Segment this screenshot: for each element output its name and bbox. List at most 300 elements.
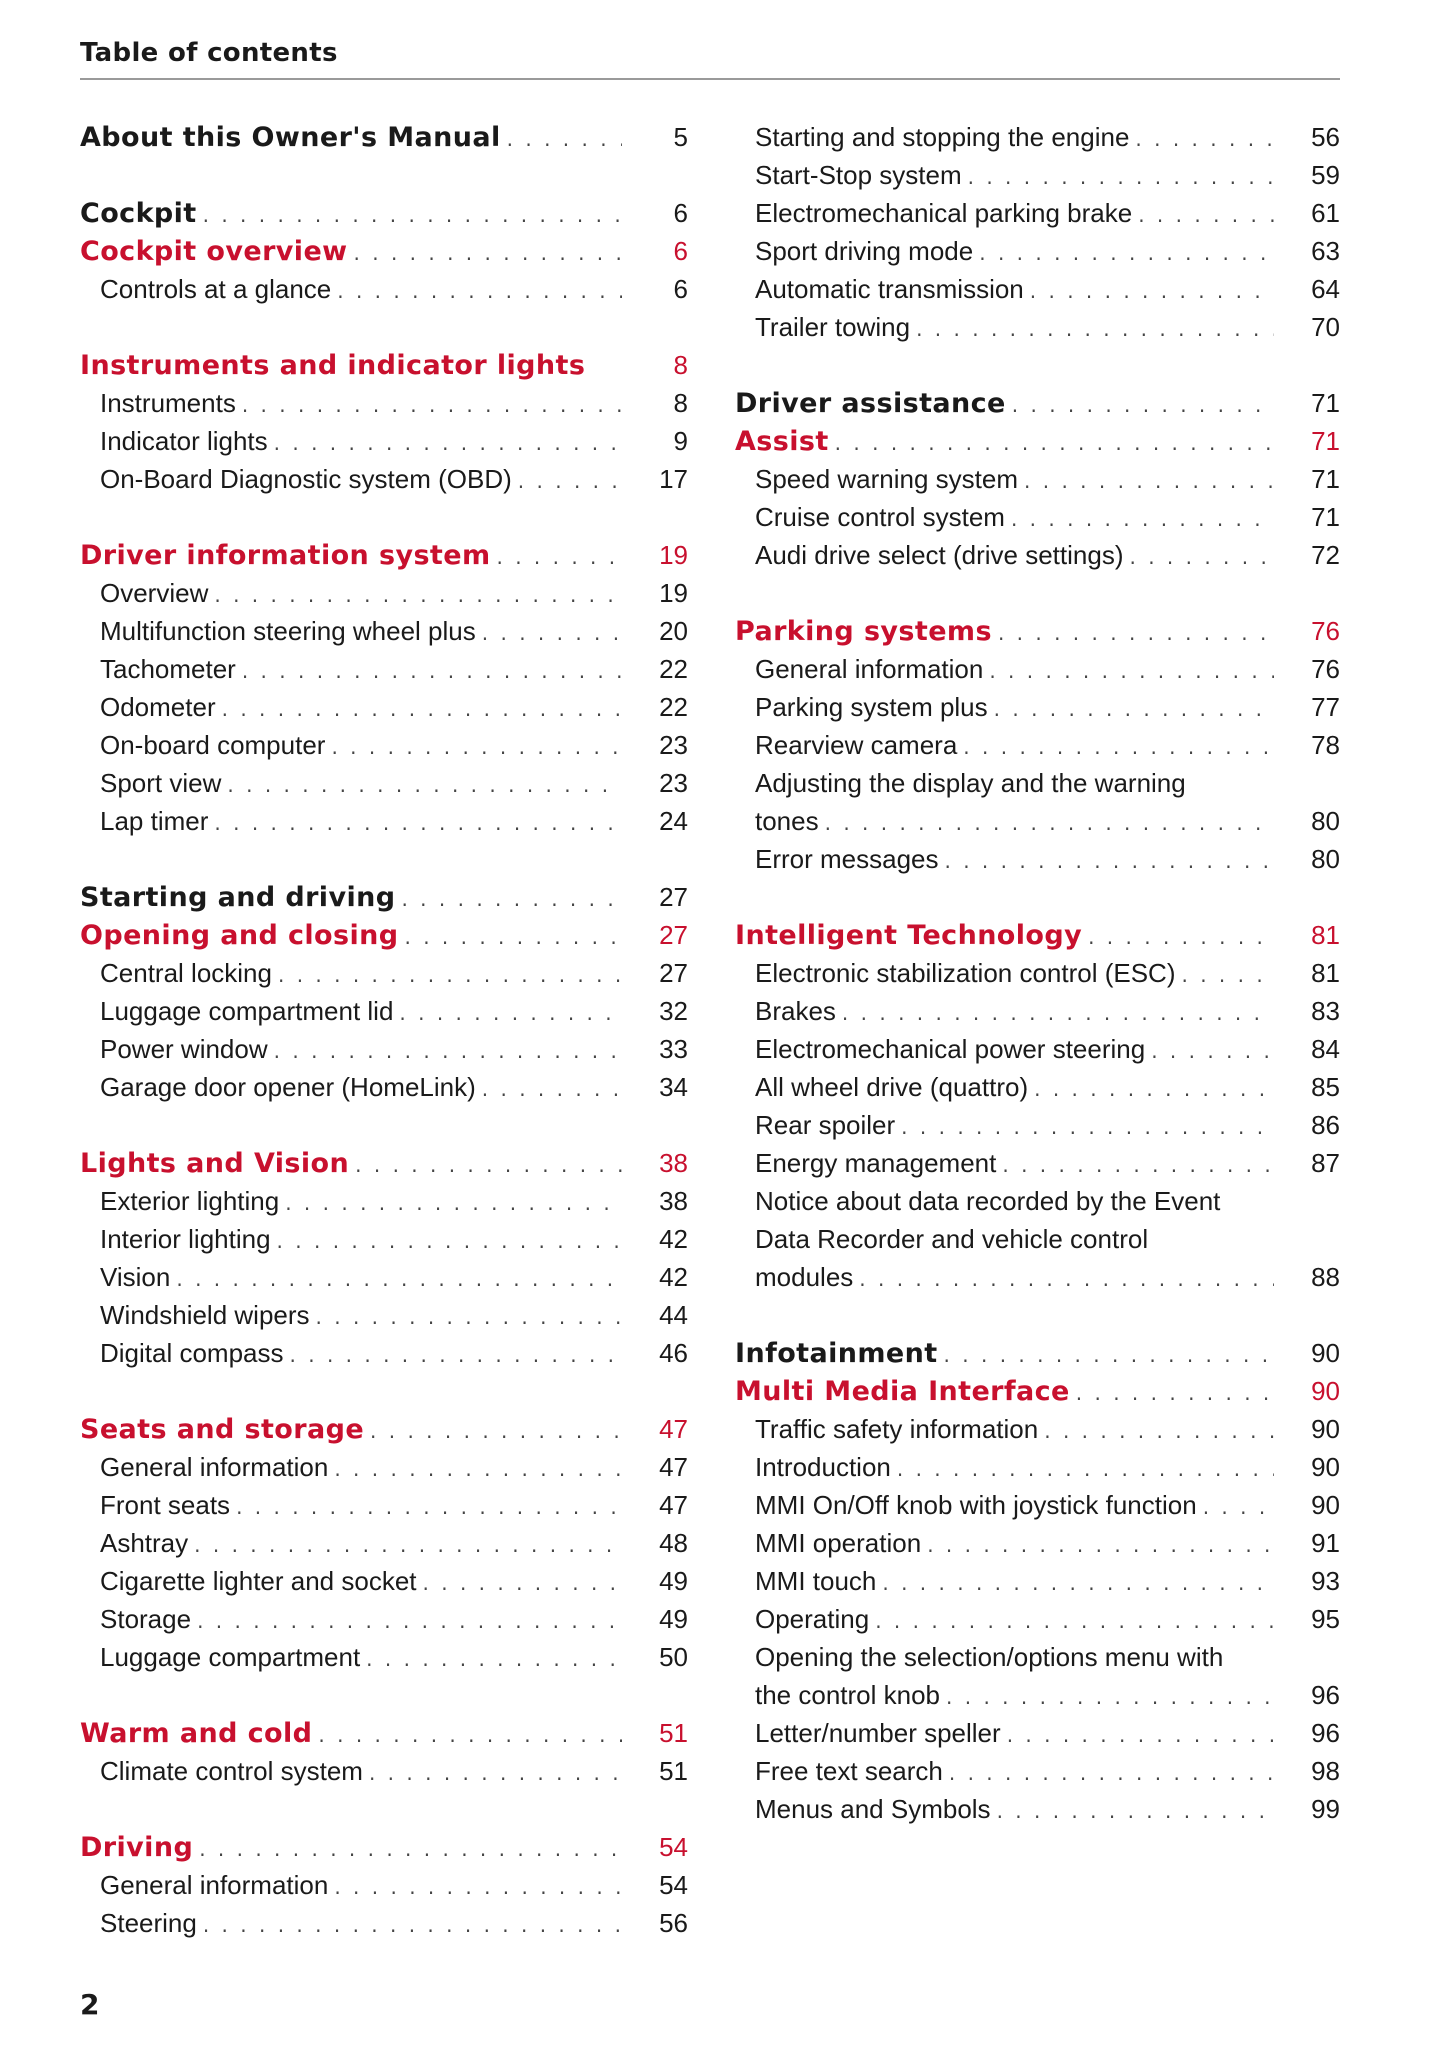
toc-page-number: 50 xyxy=(659,1642,688,1672)
dot-leader xyxy=(1011,500,1274,538)
toc-entry-title: All wheel drive (quattro) xyxy=(755,1072,1029,1102)
toc-page-number: 6 xyxy=(673,198,688,228)
toc-page-number: 56 xyxy=(1311,122,1340,152)
toc-entry-title: Automatic transmission xyxy=(755,274,1024,304)
toc-page-number: 42 xyxy=(659,1224,688,1254)
section-gap xyxy=(735,1296,1340,1334)
toc-topic-entry[interactable] xyxy=(80,1486,688,1524)
toc-topic-entry[interactable] xyxy=(735,308,1340,346)
dot-leader xyxy=(366,1640,622,1678)
toc-section-entry[interactable] xyxy=(735,916,1340,954)
toc-page-number: 46 xyxy=(659,1338,688,1368)
section-gap xyxy=(80,1372,688,1410)
toc-topic-entry[interactable] xyxy=(735,650,1340,688)
dot-leader xyxy=(507,120,622,158)
toc-entry-title: Indicator lights xyxy=(100,426,268,456)
toc-topic-entry[interactable] xyxy=(80,650,688,688)
toc-entry-title: the control knob xyxy=(755,1680,941,1710)
dot-leader xyxy=(354,234,622,272)
toc-topic-entry[interactable] xyxy=(735,1448,1340,1486)
toc-page-number: 51 xyxy=(659,1718,688,1748)
toc-entry-title: Data Recorder and vehicle control xyxy=(755,1224,1149,1254)
dot-leader xyxy=(203,196,622,234)
toc-topic-entry[interactable] xyxy=(735,536,1340,574)
dot-leader xyxy=(944,1336,1274,1374)
toc-page-number: 90 xyxy=(1311,1414,1340,1444)
toc-entry-title: Windshield wipers xyxy=(100,1300,310,1330)
toc-entry-title: Driver assistance xyxy=(735,388,1006,419)
toc-page-number: 19 xyxy=(659,540,688,570)
toc-section-entry[interactable] xyxy=(80,1144,688,1182)
toc-topic-entry[interactable] xyxy=(80,726,688,764)
toc-topic-entry[interactable] xyxy=(80,992,688,1030)
toc-page-number: 47 xyxy=(659,1490,688,1520)
toc-section-entry[interactable] xyxy=(735,612,1340,650)
toc-entry-title: Seats and storage xyxy=(80,1414,365,1445)
toc-entry-title: Driver information system xyxy=(80,540,491,571)
toc-entry-title: Electromechanical parking brake xyxy=(755,198,1133,228)
toc-entry-title: tones xyxy=(755,806,819,836)
toc-topic-entry[interactable] xyxy=(735,954,1340,992)
toc-section-entry[interactable] xyxy=(735,1372,1340,1410)
toc-entry-title: Rearview camera xyxy=(755,730,958,760)
toc-page-number: 76 xyxy=(1311,654,1340,684)
toc-chapter-entry[interactable] xyxy=(735,1334,1340,1372)
toc-page-number: 23 xyxy=(659,768,688,798)
toc-entry-title: Multifunction steering wheel plus xyxy=(100,616,476,646)
dot-leader xyxy=(1182,956,1275,994)
dot-leader xyxy=(1007,1716,1274,1754)
toc-topic-entry[interactable] xyxy=(735,992,1340,1030)
toc-page-number: 6 xyxy=(673,274,688,304)
section-gap xyxy=(80,156,688,194)
toc-topic-entry[interactable] xyxy=(80,1030,688,1068)
toc-page-number: 77 xyxy=(1311,692,1340,722)
dot-leader xyxy=(1024,462,1274,500)
toc-page-number: 49 xyxy=(659,1604,688,1634)
toc-topic-entry[interactable] xyxy=(735,1106,1340,1144)
toc-page-number: 19 xyxy=(659,578,688,608)
toc-entry-title: Free text search xyxy=(755,1756,943,1786)
toc-entry-title: Controls at a glance xyxy=(100,274,332,304)
toc-page-number: 76 xyxy=(1311,616,1340,646)
toc-topic-entry[interactable] xyxy=(80,764,688,802)
toc-entry-title: Instruments and indicator lights xyxy=(80,350,586,381)
toc-topic-entry[interactable] xyxy=(80,1600,688,1638)
toc-topic-entry[interactable] xyxy=(735,1068,1340,1106)
toc-entry-title: Cockpit overview xyxy=(80,236,348,267)
toc-topic-entry[interactable] xyxy=(80,1752,688,1790)
toc-topic-entry[interactable] xyxy=(80,270,688,308)
toc-entry-title: Ashtray xyxy=(100,1528,189,1558)
toc-entry-title: Infotainment xyxy=(735,1338,938,1369)
toc-topic-entry[interactable] xyxy=(735,270,1340,308)
toc-topic-entry[interactable] xyxy=(735,1144,1340,1182)
dot-leader xyxy=(518,462,622,500)
section-gap xyxy=(80,840,688,878)
dot-leader xyxy=(176,1260,622,1298)
toc-topic-entry[interactable] xyxy=(735,460,1340,498)
toc-entry-title: General information xyxy=(100,1452,329,1482)
toc-section-entry[interactable] xyxy=(80,346,688,384)
dot-leader xyxy=(994,690,1274,728)
dot-leader xyxy=(482,1070,622,1108)
toc-topic-entry[interactable] xyxy=(80,1258,688,1296)
page-header: Table of contents xyxy=(80,38,1340,80)
toc-page-number: 51 xyxy=(659,1756,688,1786)
dot-leader xyxy=(875,1602,1274,1640)
toc-page-number: 72 xyxy=(1311,540,1340,570)
toc-entry-title: Luggage compartment xyxy=(100,1642,361,1672)
dot-leader xyxy=(1044,1412,1274,1450)
dot-leader xyxy=(927,1526,1274,1564)
dot-leader xyxy=(989,652,1274,690)
toc-page-number: 38 xyxy=(659,1186,688,1216)
toc-entry-title: Operating xyxy=(755,1604,870,1634)
toc-page-number: 80 xyxy=(1311,844,1340,874)
toc-page-number: 63 xyxy=(1311,236,1340,266)
toc-topic-entry[interactable] xyxy=(80,1068,688,1106)
dot-leader xyxy=(901,1108,1274,1146)
section-gap xyxy=(80,1790,688,1828)
toc-entry-title: Energy management xyxy=(755,1148,997,1178)
dot-leader xyxy=(285,1184,622,1222)
toc-page-number: 71 xyxy=(1311,426,1340,456)
toc-column-left xyxy=(80,118,688,1942)
toc-entry-title: Opening the selection/options menu with xyxy=(755,1642,1224,1672)
toc-chapter-entry[interactable] xyxy=(80,118,688,156)
dot-leader xyxy=(404,918,622,956)
dot-leader xyxy=(331,728,622,766)
dot-leader xyxy=(214,804,622,842)
dot-leader xyxy=(916,310,1274,348)
dot-leader xyxy=(236,1488,622,1526)
toc-entry-title: Sport driving mode xyxy=(755,236,974,266)
toc-entry-title: Garage door opener (HomeLink) xyxy=(100,1072,476,1102)
dot-leader xyxy=(199,1830,622,1868)
toc-topic-entry[interactable] xyxy=(80,1638,688,1676)
toc-topic-entry[interactable] xyxy=(80,1182,688,1220)
toc-entry-title: Starting and stopping the engine xyxy=(755,122,1130,152)
toc-topic-entry[interactable] xyxy=(80,1448,688,1486)
toc-page-number: 64 xyxy=(1311,274,1340,304)
toc-topic-entry[interactable] xyxy=(80,1334,688,1372)
toc-page-number: 93 xyxy=(1311,1566,1340,1596)
toc-entry-title: On-board computer xyxy=(100,730,326,760)
toc-topic-entry[interactable] xyxy=(735,156,1340,194)
dot-leader xyxy=(242,652,622,690)
toc-page-number: 90 xyxy=(1311,1452,1340,1482)
toc-section-entry[interactable] xyxy=(735,422,1340,460)
toc-entry-title: MMI On/Off knob with joystick function xyxy=(755,1490,1197,1520)
dot-leader xyxy=(277,1222,622,1260)
toc-page-number: 33 xyxy=(659,1034,688,1064)
dot-leader xyxy=(949,1754,1274,1792)
dot-leader xyxy=(1135,120,1274,158)
dot-leader xyxy=(227,766,622,804)
toc-entry-title: Warm and cold xyxy=(80,1718,313,1749)
toc-topic-entry[interactable] xyxy=(735,726,1340,764)
dot-leader xyxy=(290,1336,622,1374)
toc-topic-entry[interactable] xyxy=(735,1486,1340,1524)
toc-page-number: 88 xyxy=(1311,1262,1340,1292)
toc-page-number: 98 xyxy=(1311,1756,1340,1786)
dot-leader xyxy=(318,1716,622,1754)
toc-entry-title: Multi Media Interface xyxy=(735,1376,1070,1407)
toc-entry-title: On-Board Diagnostic system (OBD) xyxy=(100,464,512,494)
toc-entry-title: Central locking xyxy=(100,958,272,988)
dot-leader xyxy=(859,1260,1274,1298)
toc-entry-title: Interior lighting xyxy=(100,1224,271,1254)
toc-topic-entry[interactable] xyxy=(735,1714,1340,1752)
toc-entry-title: General information xyxy=(100,1870,329,1900)
toc-entry-title: Electromechanical power steering xyxy=(755,1034,1146,1064)
section-gap xyxy=(80,1106,688,1144)
toc-entry-title: Instruments xyxy=(100,388,236,418)
toc-page-number: 22 xyxy=(659,692,688,722)
dot-leader xyxy=(401,880,622,918)
dot-leader xyxy=(968,158,1274,196)
toc-page-number: 87 xyxy=(1311,1148,1340,1178)
dot-leader xyxy=(222,690,622,728)
section-gap xyxy=(735,574,1340,612)
toc-entry-title: Letter/number speller xyxy=(755,1718,1001,1748)
toc-topic-entry[interactable] xyxy=(735,802,1340,840)
toc-chapter-entry[interactable] xyxy=(80,194,688,232)
toc-topic-entry[interactable] xyxy=(735,1030,1340,1068)
toc-entry-title: Digital compass xyxy=(100,1338,284,1368)
toc-page-number: 27 xyxy=(659,920,688,950)
dot-leader xyxy=(997,1792,1274,1830)
section-gap xyxy=(80,308,688,346)
toc-entry-title: Parking systems xyxy=(735,616,992,647)
toc-topic-entry[interactable] xyxy=(735,1676,1340,1714)
toc-topic-entry[interactable] xyxy=(735,194,1340,232)
toc-page-number: 86 xyxy=(1311,1110,1340,1140)
dot-leader xyxy=(1151,1032,1274,1070)
toc-page-number: 90 xyxy=(1311,1338,1340,1368)
section-gap xyxy=(80,498,688,536)
toc-topic-entry[interactable] xyxy=(735,498,1340,536)
toc-topic-entry[interactable] xyxy=(80,384,688,422)
dot-leader xyxy=(355,1146,622,1184)
toc-entry-title: Starting and driving xyxy=(80,882,396,913)
toc-page-number: 22 xyxy=(659,654,688,684)
toc-entry-title: MMI touch xyxy=(755,1566,877,1596)
toc-page-number: 54 xyxy=(659,1870,688,1900)
dot-leader xyxy=(1088,918,1274,956)
toc-topic-entry[interactable] xyxy=(80,954,688,992)
toc-page-number: 32 xyxy=(659,996,688,1026)
toc-page-number: 99 xyxy=(1311,1794,1340,1824)
toc-entry-title: Exterior lighting xyxy=(100,1186,280,1216)
dot-leader xyxy=(979,234,1274,272)
toc-column-right xyxy=(735,118,1340,1828)
toc-page-number: 17 xyxy=(659,464,688,494)
toc-page-number: 42 xyxy=(659,1262,688,1292)
dot-leader xyxy=(399,994,622,1032)
toc-entry-title: Front seats xyxy=(100,1490,231,1520)
toc-entry-title: Assist xyxy=(735,426,829,457)
toc-page-number: 71 xyxy=(1311,388,1340,418)
toc-entry-title: Steering xyxy=(100,1908,197,1938)
toc-page-number: 70 xyxy=(1311,312,1340,342)
dot-leader xyxy=(203,1906,622,1944)
toc-entry-title: About this Owner's Manual xyxy=(80,122,501,153)
dot-leader xyxy=(842,994,1274,1032)
toc-chapter-entry[interactable] xyxy=(80,878,688,916)
toc-page-number: 47 xyxy=(659,1414,688,1444)
toc-topic-entry[interactable] xyxy=(80,1524,688,1562)
dot-leader xyxy=(337,272,622,310)
toc-section-entry[interactable] xyxy=(80,1714,688,1752)
dot-leader xyxy=(835,424,1274,462)
toc-entry-title: Trailer towing xyxy=(755,312,911,342)
toc-page-number: 91 xyxy=(1311,1528,1340,1558)
toc-page-number: 44 xyxy=(659,1300,688,1330)
dot-leader xyxy=(242,386,622,424)
toc-topic-entry[interactable] xyxy=(735,1600,1340,1638)
dot-leader xyxy=(197,1602,622,1640)
toc-topic-entry[interactable] xyxy=(80,1296,688,1334)
toc-topic-entry[interactable] xyxy=(735,1562,1340,1600)
toc-page-number: 85 xyxy=(1311,1072,1340,1102)
toc-page-number: 59 xyxy=(1311,160,1340,190)
toc-page-number: 48 xyxy=(659,1528,688,1558)
toc-topic-entry[interactable] xyxy=(735,1638,1340,1676)
toc-entry-title: Cruise control system xyxy=(755,502,1005,532)
toc-topic-entry[interactable] xyxy=(735,232,1340,270)
dot-leader xyxy=(370,1412,622,1450)
toc-entry-title: Tachometer xyxy=(100,654,236,684)
toc-entry-title: Cockpit xyxy=(80,198,197,229)
toc-topic-entry[interactable] xyxy=(80,460,688,498)
toc-topic-entry[interactable] xyxy=(735,118,1340,156)
toc-topic-entry[interactable] xyxy=(735,1790,1340,1828)
toc-topic-entry[interactable] xyxy=(735,1258,1340,1296)
toc-chapter-entry[interactable] xyxy=(735,384,1340,422)
dot-leader xyxy=(334,1450,622,1488)
dot-leader xyxy=(1012,386,1274,424)
dot-leader xyxy=(482,614,622,652)
toc-page-number: 54 xyxy=(659,1832,688,1862)
toc-topic-entry[interactable] xyxy=(735,840,1340,878)
toc-topic-entry[interactable] xyxy=(80,1220,688,1258)
toc-section-entry[interactable] xyxy=(80,1410,688,1448)
toc-topic-entry[interactable] xyxy=(80,612,688,650)
toc-entry-title: modules xyxy=(755,1262,854,1292)
toc-entry-title: Error messages xyxy=(755,844,939,874)
toc-topic-entry[interactable] xyxy=(80,1866,688,1904)
toc-page-number: 8 xyxy=(673,388,688,418)
toc-page-number: 81 xyxy=(1311,920,1340,950)
dot-leader xyxy=(1138,196,1274,234)
section-gap xyxy=(735,878,1340,916)
toc-page-number: 96 xyxy=(1311,1718,1340,1748)
toc-entry-title: Speed warning system xyxy=(755,464,1019,494)
toc-topic-entry[interactable] xyxy=(80,574,688,612)
dot-leader xyxy=(278,956,622,994)
toc-topic-entry[interactable] xyxy=(735,764,1340,802)
dot-leader xyxy=(316,1298,622,1336)
toc-entry-title: Intelligent Technology xyxy=(735,920,1083,951)
dot-leader xyxy=(496,538,622,576)
toc-section-entry[interactable] xyxy=(80,1828,688,1866)
toc-page-number: 95 xyxy=(1311,1604,1340,1634)
toc-entry-title: Lap timer xyxy=(100,806,209,836)
dot-leader xyxy=(882,1564,1274,1602)
toc-topic-entry[interactable] xyxy=(735,1220,1340,1258)
dot-leader xyxy=(1076,1374,1274,1412)
toc-entry-title: Brakes xyxy=(755,996,836,1026)
toc-entry-title: Vision xyxy=(100,1262,171,1292)
dot-leader xyxy=(946,1678,1274,1716)
toc-topic-entry[interactable] xyxy=(735,688,1340,726)
toc-section-entry[interactable] xyxy=(80,232,688,270)
dot-leader xyxy=(274,424,622,462)
toc-page-number: 61 xyxy=(1311,198,1340,228)
toc-page-number: 38 xyxy=(659,1148,688,1178)
toc-topic-entry[interactable] xyxy=(80,688,688,726)
dot-leader xyxy=(1030,272,1274,310)
toc-page-number: 83 xyxy=(1311,996,1340,1026)
dot-leader xyxy=(1034,1070,1274,1108)
toc-page-number: 34 xyxy=(659,1072,688,1102)
toc-page-number: 90 xyxy=(1311,1490,1340,1520)
dot-leader xyxy=(963,728,1274,766)
toc-entry-title: Opening and closing xyxy=(80,920,399,951)
toc-topic-entry[interactable] xyxy=(735,1182,1340,1220)
toc-topic-entry[interactable] xyxy=(80,1562,688,1600)
toc-topic-entry[interactable] xyxy=(735,1752,1340,1790)
toc-section-entry[interactable] xyxy=(80,536,688,574)
toc-page-number: 96 xyxy=(1311,1680,1340,1710)
dot-leader xyxy=(369,1754,622,1792)
toc-entry-title: Sport view xyxy=(100,768,222,798)
toc-topic-entry[interactable] xyxy=(735,1410,1340,1448)
section-gap xyxy=(80,1676,688,1714)
toc-topic-entry[interactable] xyxy=(80,1904,688,1942)
toc-entry-title: General information xyxy=(755,654,984,684)
toc-topic-entry[interactable] xyxy=(80,802,688,840)
toc-entry-title: Power window xyxy=(100,1034,268,1064)
toc-page-number: 5 xyxy=(673,122,688,152)
toc-page-number: 49 xyxy=(659,1566,688,1596)
dot-leader xyxy=(334,1868,622,1906)
toc-entry-title: Rear spoiler xyxy=(755,1110,896,1140)
toc-entry-title: Audi drive select (drive settings) xyxy=(755,540,1124,570)
toc-page-number: 80 xyxy=(1311,806,1340,836)
toc-page-number: 20 xyxy=(659,616,688,646)
toc-entry-title: Overview xyxy=(100,578,209,608)
toc-page-number: 71 xyxy=(1311,464,1340,494)
toc-topic-entry[interactable] xyxy=(80,422,688,460)
dot-leader xyxy=(998,614,1274,652)
section-gap xyxy=(735,346,1340,384)
toc-entry-title: Introduction xyxy=(755,1452,891,1482)
toc-entry-title: Notice about data recorded by the Event xyxy=(755,1186,1221,1216)
toc-page-number: 90 xyxy=(1311,1376,1340,1406)
toc-page-number: 27 xyxy=(659,882,688,912)
toc-page-number: 9 xyxy=(673,426,688,456)
toc-entry-title: Storage xyxy=(100,1604,192,1634)
toc-topic-entry[interactable] xyxy=(735,1524,1340,1562)
toc-entry-title: Odometer xyxy=(100,692,216,722)
toc-section-entry[interactable] xyxy=(80,916,688,954)
toc-entry-title: Adjusting the display and the warning xyxy=(755,768,1186,798)
toc-page-number: 47 xyxy=(659,1452,688,1482)
dot-leader xyxy=(214,576,622,614)
